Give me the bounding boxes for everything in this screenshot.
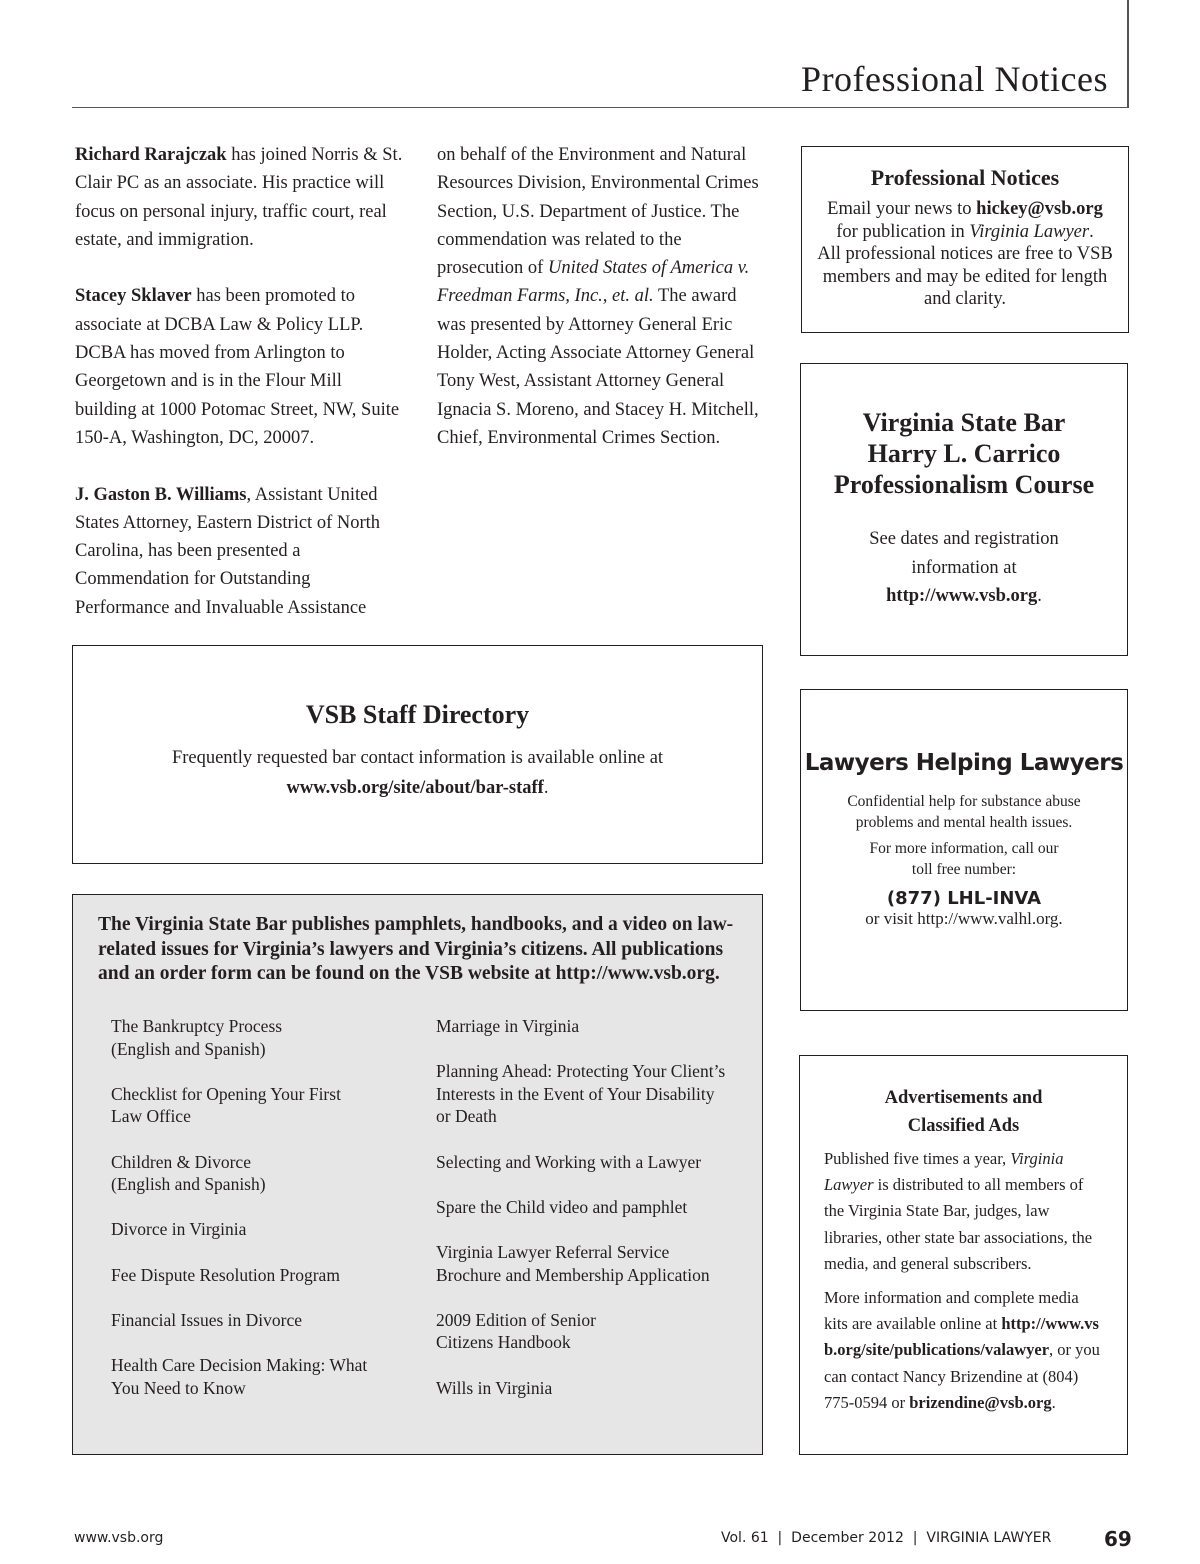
text-fragment: Email your news to xyxy=(827,199,977,219)
notice-text: has been promoted to associate at DCBA Law & Policy LLP. DCBA has moved from Arlington to Georgetown and is in the Flour Mill building at 1000 Potomac Street, NW, Suite 150-A, Washington, DC, 20007. xyxy=(75,286,400,448)
text-fragment: All professional notices are free to VSB members and may be edited for length and clarity. xyxy=(817,244,1113,309)
lawyers-helping-lawyers-box xyxy=(800,689,1128,1011)
title-line: Virginia State Bar xyxy=(862,408,1066,437)
publications-list-left xyxy=(111,1015,421,1422)
publication-item: 2009 Edition of Senior Citizens Handbook xyxy=(436,1309,596,1353)
ads-paragraph xyxy=(824,1285,1103,1416)
publication-item: Selecting and Working with a Lawyer xyxy=(436,1151,702,1172)
text-fragment: . xyxy=(1051,1392,1056,1412)
footer-volume: Vol. 61 | December 2012 | VIRGINIA LAWYER xyxy=(721,1530,1052,1546)
publication-item: Wills in Virginia xyxy=(436,1377,553,1398)
publication-item: Spare the Child video and pamphlet xyxy=(436,1196,688,1217)
page-number: 69 xyxy=(1104,1527,1132,1551)
box-text: Confidential help for substance abuse problems and mental health issues. xyxy=(847,793,1081,831)
title-line: Professionalism Course xyxy=(833,470,1095,499)
media-kit-link[interactable]: http://www.vsb.org/site/publications/valawyer xyxy=(824,1314,1099,1360)
box-title xyxy=(800,1084,1127,1140)
text-fragment: . xyxy=(1089,221,1094,242)
notice-sklaver xyxy=(75,282,405,452)
case-name: United States of America v. Freedman Farms, Inc., et. al. xyxy=(437,258,750,307)
publication-item: Health Care Decision Making: What You Need to Know xyxy=(111,1354,368,1398)
box-text xyxy=(73,743,762,803)
notice-text: The award was presented by Attorney General Eric Holder, Acting Associate Attorney General Tony West, Assistant Attorney General Ignacia S. Moreno, and Stacey H. Mitchell, Chief, Environmental Crimes Section. xyxy=(437,286,759,448)
box-title: VSB Staff Directory xyxy=(305,700,530,729)
notice-name: J. Gaston B. Williams xyxy=(75,484,247,505)
box-text xyxy=(802,198,1128,311)
publication-item: Children & Divorce (English and Spanish) xyxy=(111,1151,266,1195)
header-horizontal-rule xyxy=(72,107,1129,108)
publication-item: Checklist for Opening Your First Law Office xyxy=(111,1083,341,1127)
notices-column-left xyxy=(75,141,405,650)
title-line: Classified Ads xyxy=(907,1116,1020,1136)
text-fragment: . xyxy=(543,778,549,798)
box-text xyxy=(800,1146,1127,1416)
professional-notices-box xyxy=(801,146,1129,333)
text-fragment: , or you can contact Nancy Brizendine at (804) 775-0594 or xyxy=(824,1340,1100,1412)
publication-item: Financial Issues in Divorce xyxy=(111,1309,302,1330)
ads-paragraph xyxy=(824,1146,1103,1277)
footer-website: www.vsb.org xyxy=(74,1530,164,1546)
email-link[interactable]: hickey@vsb.org xyxy=(976,199,1103,219)
notice-name: Stacey Sklaver xyxy=(75,286,192,307)
magazine-name: Virginia Lawyer xyxy=(969,221,1090,242)
website-link[interactable]: http://www.vsb.org xyxy=(886,586,1038,606)
box-title: Professional Notices xyxy=(870,165,1060,190)
notice-text: has joined Norris & St. Clair PC as an associate. His practice will focus on personal injury, traffic court, real estate, and immigration. xyxy=(75,145,403,250)
notice-text: , Assistant United States Attorney, Eastern District of North Carolina, has been presented a Commendation for Outstanding Performance and Invaluable Assistance xyxy=(75,484,381,618)
text-fragment: is distributed to all members of the Virginia State Bar, judges, law libraries, other state bar associations, the media, and general subscribers. xyxy=(824,1175,1093,1273)
box-title xyxy=(801,407,1127,500)
box-title: Lawyers Helping Lawyers xyxy=(804,750,1124,776)
publications-list-right xyxy=(436,1015,746,1422)
phone-number[interactable]: (877) LHL-INVA xyxy=(886,888,1042,909)
staff-directory-link[interactable]: www.vsb.org/site/about/bar-staff xyxy=(286,778,544,798)
email-link[interactable]: brizendine@vsb.org xyxy=(909,1392,1052,1412)
text-fragment: . xyxy=(1037,586,1042,606)
text-fragment: Frequently requested bar contact information is available online at xyxy=(171,748,664,768)
box-text xyxy=(801,839,1127,880)
professionalism-course-box xyxy=(800,363,1128,656)
box-text xyxy=(801,525,1127,611)
publications-intro: The Virginia State Bar publishes pamphlets, handbooks, and a video on law-related issues for Virginia’s lawyers and Virginia’s citizens. All publications and an order form can be found on the VSB website at http://www.vsb.org. xyxy=(98,914,734,984)
text-fragment: Published five times a year, xyxy=(824,1149,1011,1168)
website-text: or visit http://www.valhl.org. xyxy=(865,909,1063,928)
staff-directory-box xyxy=(72,645,763,864)
header-vertical-rule xyxy=(1127,0,1129,108)
text-fragment: More information and complete media kits are available online at xyxy=(824,1288,1079,1334)
text-fragment: for publication in xyxy=(836,221,970,242)
publication-item: Fee Dispute Resolution Program xyxy=(111,1264,340,1285)
publications-box xyxy=(72,894,763,1455)
text-fragment: See dates and registration information at xyxy=(869,529,1059,578)
notice-text: on behalf of the Environment and Natural Resources Division, Environmental Crimes Section, U.S. Department of Justice. The commendation was related to the prosecution of xyxy=(437,145,759,279)
notice-rarajczak xyxy=(75,141,405,254)
publication-item: Marriage in Virginia xyxy=(436,1016,580,1036)
title-line: Harry L. Carrico xyxy=(867,439,1061,468)
title-line: Advertisements and xyxy=(884,1088,1043,1108)
notices-column-right xyxy=(437,141,767,481)
magazine-name: Virginia Lawyer xyxy=(824,1149,1064,1195)
publication-item: The Bankruptcy Process (English and Spanish) xyxy=(111,1016,283,1059)
advertisements-box xyxy=(799,1055,1128,1455)
publication-item: Divorce in Virginia xyxy=(111,1219,247,1240)
notice-williams xyxy=(75,481,405,622)
publication-item: Virginia Lawyer Referral Service Brochure and Membership Application xyxy=(436,1241,710,1285)
notice-name: Richard Rarajczak xyxy=(75,145,227,165)
text-fragment: For more information, call our xyxy=(869,840,1059,857)
publication-item: Planning Ahead: Protecting Your Client’s Interests in the Event of Your Disability or Death xyxy=(436,1061,726,1127)
page-title: Professional Notices xyxy=(801,59,1108,99)
text-fragment: toll free number: xyxy=(911,860,1017,878)
notice-williams-continued xyxy=(437,141,767,452)
